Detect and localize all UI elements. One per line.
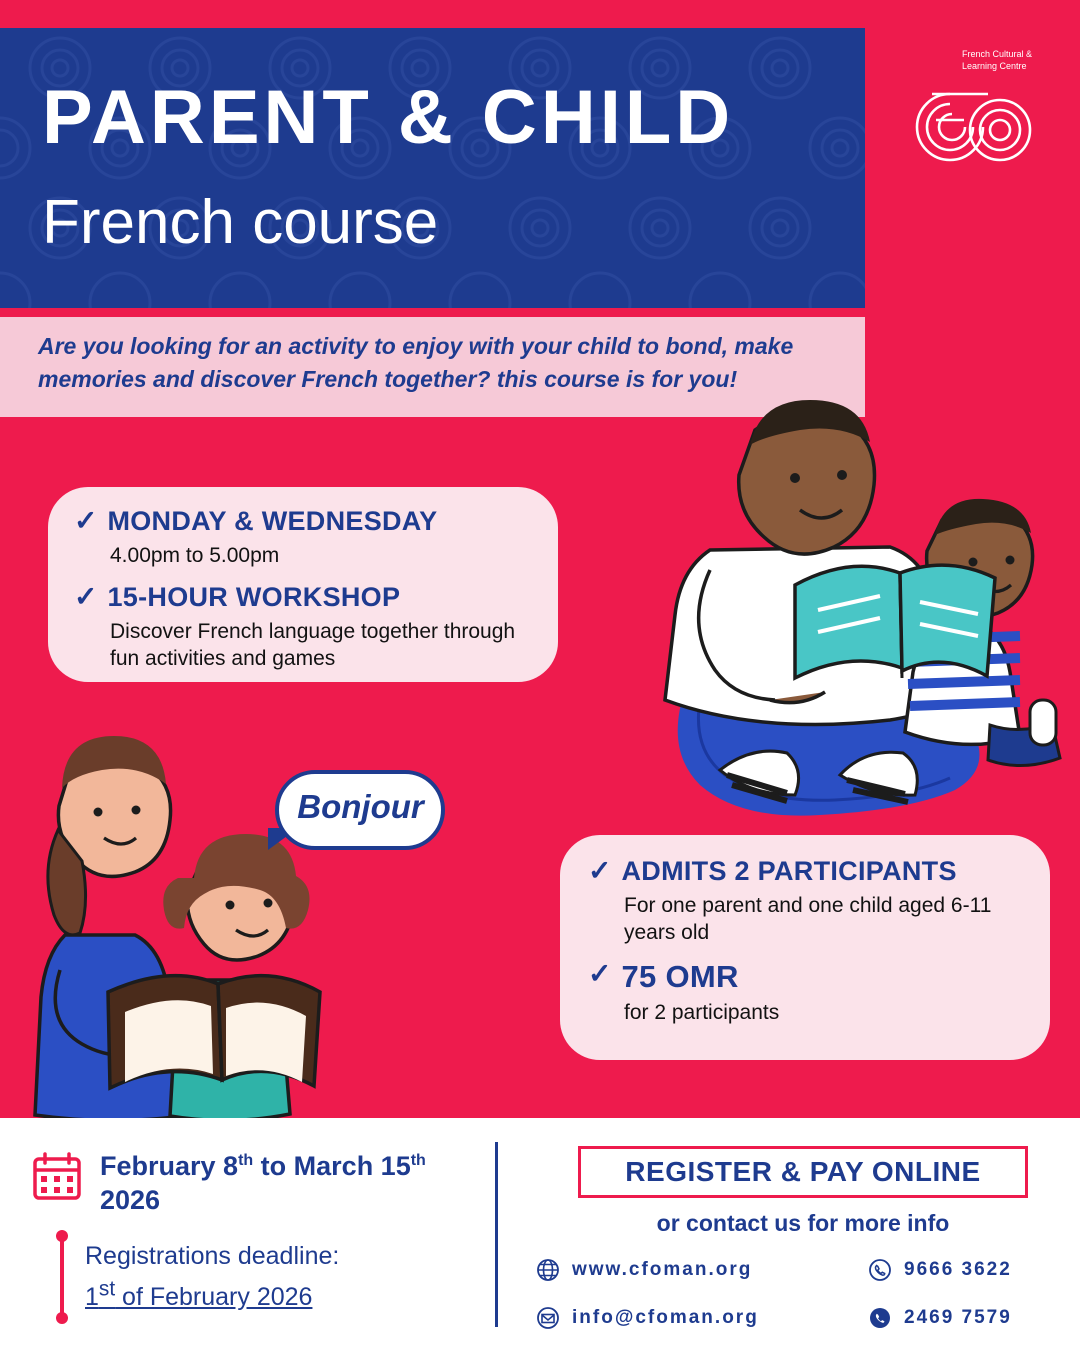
contact-email[interactable] [536,1306,759,1330]
deadline-marker [60,1236,64,1318]
phone-filled-icon [868,1306,892,1330]
contact-phone-2[interactable] [868,1306,1012,1330]
check-icon: ✓ [588,855,612,886]
schedule-item-title: 15-HOUR WORKSHOP [107,581,401,612]
pricing-item-title: ADMITS 2 PARTICIPANTS [621,856,957,886]
envelope-icon [536,1306,560,1330]
phone-outline-icon [868,1258,892,1282]
schedule-item-title: MONDAY & WEDNESDAY [107,506,438,536]
email-value: info@cfoman.org [572,1307,759,1328]
contact-website[interactable] [536,1258,752,1282]
father-and-son-reading-illustration [590,370,1070,850]
check-icon: ✓ [74,505,98,536]
pricing-item-sub: for 2 participants [624,1001,780,1025]
phone-2-value: 2469 7579 [904,1307,1012,1328]
schedule-card [48,487,558,682]
phone-1-value: 9666 3622 [904,1259,1012,1280]
pricing-item [588,857,1022,887]
logo-label: French Cultural & Learning Centre [962,49,1033,72]
course-dates: February 8th to March 15th 2026 [100,1151,426,1215]
pricing-item-title: 75 OMR [621,959,739,995]
website-value: www.cfoman.org [572,1259,753,1280]
schedule-item [74,580,532,613]
schedule-item [74,507,532,537]
deadline-label: Registrations deadline: [85,1242,340,1270]
register-label: REGISTER & PAY ONLINE [625,1156,981,1187]
contact-subtitle: or contact us for more info [656,1210,950,1236]
deadline-date: 1st of February 2026 [85,1277,313,1311]
pricing-item [588,960,1022,994]
page-subtitle: French course [42,188,439,257]
contact-phone-1[interactable] [868,1258,1012,1282]
schedule-item-sub: 4.00pm to 5.00pm [110,543,280,567]
pricing-item-sub: For one parent and one child aged 6-11 years old [624,893,992,944]
intro-text: Are you looking for an activity to enjoy with your child to bond, make memories and discover French together? this course is for you! [38,333,794,393]
footer [0,1118,1080,1350]
speech-bubble-text: Bonjour [297,788,424,825]
footer-divider [495,1142,498,1327]
pricing-card [560,835,1050,1060]
registration-deadline [85,1238,465,1315]
header-band [0,28,865,308]
page-title: PARENT & CHILD [42,75,735,160]
check-icon: ✓ [74,580,98,612]
globe-icon [536,1258,560,1282]
register-pay-online-button[interactable] [578,1146,1028,1198]
check-icon: ✓ [588,958,612,990]
header-pattern [0,28,865,308]
calendar-icon [32,1151,82,1201]
schedule-item-sub: Discover French language together through fun activities and games [110,619,516,670]
